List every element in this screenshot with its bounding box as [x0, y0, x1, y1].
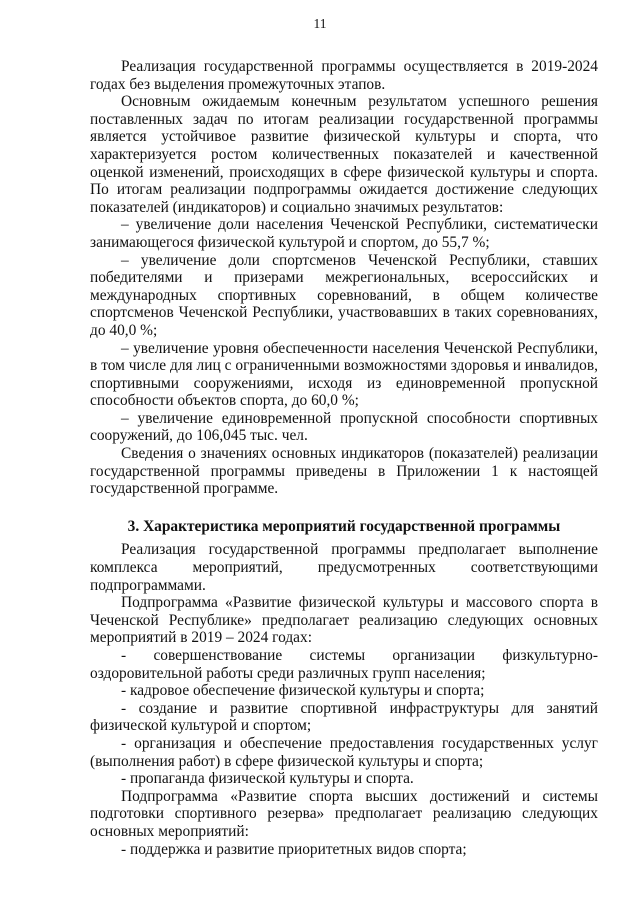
list-item: - совершенствование системы организации физкультурно-оздоровительной работы среди различных групп населения;	[90, 647, 598, 682]
paragraph: Основным ожидаемым конечным результатом успешного решения поставленных задач по итогам реализации государственной программы является устойчивое развитие физической культуры и спорта, что характеризуется ростом количественных показателей и качественной оценкой изменений, происходящих в сфере физической культуры и спорта. По итогам реализации подпрограммы ожидается достижение следующих показателей (индикаторов) и социально значимых результатов:	[90, 93, 598, 216]
list-item: – увеличение уровня обеспеченности населения Чеченской Республики, в том числе для лиц с ограниченными возможностями здоровья и инвалидов, спортивными сооружениями, исходя из единовременной пропускной способности объектов спорта, до 60,0 %;	[90, 339, 598, 410]
list-item: – увеличение доли спортсменов Чеченской Республики, ставших победителями и призерами межрегиональных, всероссийских и международных спортивных соревнований, в общем количестве спортсменов Чеченской Республики, участвовавших в таких соревнованиях, до 40,0 %;	[90, 251, 598, 339]
list-item: - поддержка и развитие приоритетных видов спорта;	[121, 840, 467, 858]
document-body	[90, 58, 598, 858]
list-item: – увеличение доли населения Чеченской Республики, систематически занимающегося физической культурой и спортом, до 55,7 %;	[90, 216, 598, 251]
paragraph: Сведения о значениях основных индикаторов (показателей) реализации государственной программы приведены в Приложении 1 к настоящей государственной программе.	[90, 445, 598, 498]
paragraph: Реализация государственной программы осуществляется в 2019-2024 годах без выделения промежуточных этапов.	[90, 58, 598, 93]
page-number: 11	[313, 16, 327, 31]
list-item: – увеличение единовременной пропускной способности спортивных сооружений, до 106,045 тыс. чел.	[90, 409, 598, 445]
list-item: - создание и развитие спортивной инфраструктуры для занятий физической культурой и спортом;	[90, 699, 598, 735]
list-item: - пропаганда физической культуры и спорта.	[121, 770, 414, 788]
paragraph: Реализация государственной программы предполагает выполнение комплекса мероприятий, предусмотренных соответствующими подпрограммами.	[90, 541, 598, 594]
paragraph: Подпрограмма «Развитие физической культуры и массового спорта в Чеченской Республике» предполагает реализацию следующих основных мероприятий в 2019 – 2024 годах:	[90, 594, 598, 647]
list-item: - организация и обеспечение предоставления государственных услуг (выполнения работ) в сфере физической культуры и спорта;	[90, 734, 598, 770]
section-heading: 3. Характеристика мероприятий государственной программы	[127, 517, 561, 535]
paragraph: Подпрограмма «Развитие спорта высших достижений и системы подготовки спортивного резерва» предполагает реализацию следующих основных мероприятий:	[90, 787, 598, 840]
list-item: - кадровое обеспечение физической культуры и спорта;	[121, 682, 485, 700]
